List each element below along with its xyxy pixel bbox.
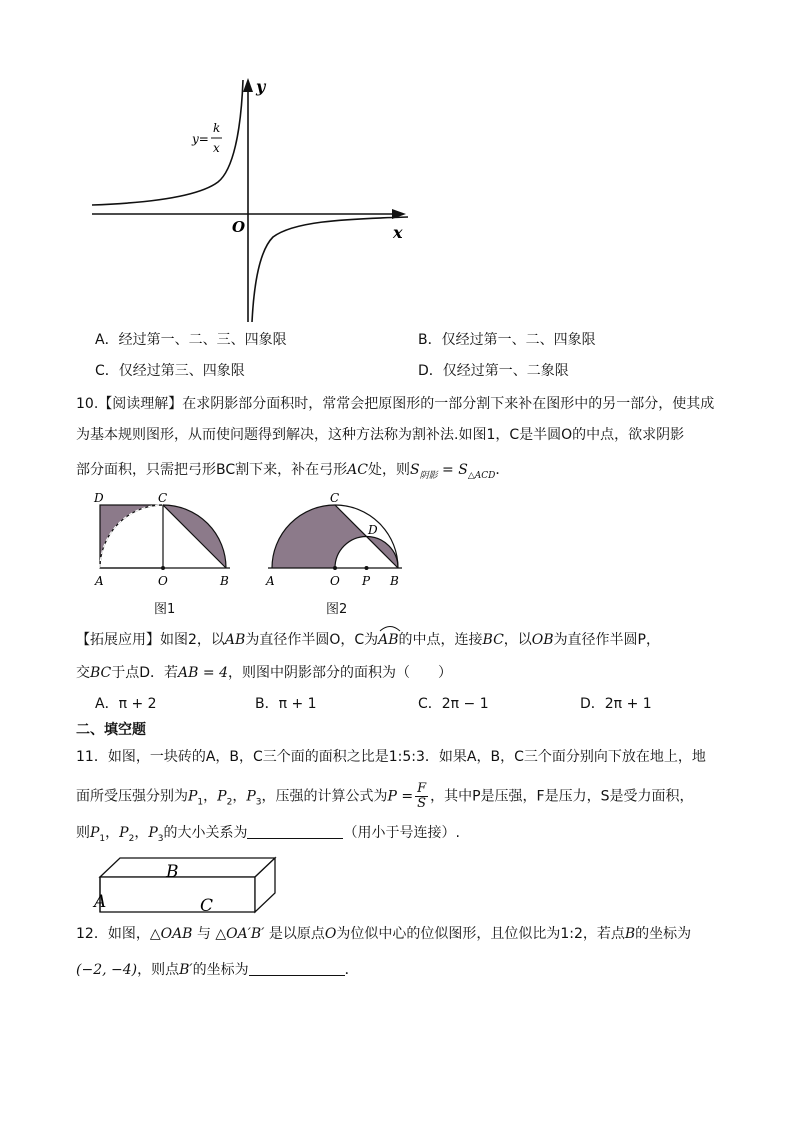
y-axis-label: y <box>256 77 266 96</box>
q10-ext2-bc: BC <box>90 665 112 681</box>
arc-symbol <box>378 624 402 632</box>
q9-option-d: D．仅经过第一、二象限 <box>418 363 569 379</box>
q10-line-2: 为基本规则图形，从而使问题得到解决，这种方法称为割补法.如图1，C是半圆O的中点，欲求阴影 <box>76 427 685 443</box>
fig1-label-d: D <box>94 491 104 505</box>
q11-p2: P <box>217 788 227 805</box>
q11-p1: P <box>188 788 198 805</box>
brick-figure <box>90 852 280 917</box>
q12-answer-blank[interactable] <box>249 961 345 976</box>
q11-p3-sub: 3 <box>255 797 262 808</box>
curve-label-den: x <box>213 141 220 155</box>
q11-formula-lhs: P = <box>387 788 414 805</box>
q10-ext1-ob: OB <box>531 632 554 648</box>
q12-line1-b: 与 <box>196 926 211 942</box>
hyperbola-graph <box>88 72 418 327</box>
q10-line-3 <box>76 460 509 486</box>
fig2-label-a: A <box>266 574 275 588</box>
fig1-label-b: B <box>220 574 229 588</box>
q9-option-c: C．仅经过第三、四象限 <box>95 363 245 379</box>
fig1-caption: 图1 <box>154 602 176 617</box>
fig1-label-a: A <box>95 574 104 588</box>
q10-ext1-arc <box>378 630 398 650</box>
brick-label-a: A <box>94 892 107 912</box>
q10-ext1-e: 为直径作半圆P， <box>553 632 661 648</box>
q11-line2-c: ，其中P是压强，F是压力，S是受力面积， <box>430 788 694 805</box>
q10-extension-line-1 <box>76 630 660 650</box>
q12-line-1 <box>76 924 691 944</box>
q11-fraction-den: S <box>417 796 427 811</box>
q11-line2-a: 面所受压强分别为 <box>76 788 188 805</box>
q11-p2-sub: 2 <box>226 797 233 808</box>
q10-ext1-b: 为直径作半圆O，C为 <box>245 632 379 648</box>
q10-ext1-c: 的中点，连接 <box>398 632 483 648</box>
q12-bprime: B′ <box>179 962 193 978</box>
q11-l3-p3-sub: 3 <box>157 833 164 844</box>
figure-2 <box>262 490 412 590</box>
fig2-label-p: P <box>362 574 371 588</box>
q10-line-1: 10.【阅读理解】在求阴影部分面积时，常常会把原图形的一部分割下来补在图形中的另一部分，使其成 <box>76 396 715 412</box>
q11-line3-b: 的大小关系为 <box>163 825 248 841</box>
q12-b: B <box>624 926 636 942</box>
fig2-label-b: B <box>390 574 399 588</box>
q10-option-b: B．π + 1 <box>255 696 317 712</box>
q10-option-a: A．π + 2 <box>95 696 157 712</box>
q11-l3-p1: P <box>90 825 100 841</box>
q11-l3-p3: P <box>148 825 158 841</box>
q10-ext1-bc: BC <box>482 632 504 648</box>
q10-extension-line-2 <box>76 663 452 683</box>
fig2-caption: 图2 <box>326 602 348 617</box>
q12-line2-a: ，则点 <box>137 962 180 978</box>
q12-line-2 <box>76 960 359 980</box>
q10-formula-eq: = S <box>437 462 468 478</box>
q11-l3-p2: P <box>119 825 129 841</box>
q10-ext1-ab: AB <box>224 632 246 648</box>
q12-line1-c: 是以原点 <box>268 926 325 942</box>
q10-formula-sub2: △ACD <box>467 470 496 481</box>
q11-line3-c: （用小于号连接）. <box>343 825 460 841</box>
q12-coord: (−2, −4) <box>76 962 138 978</box>
q9-option-a: A．经过第一、二、三、四象限 <box>95 332 287 348</box>
q10-line-3-mid: 处，则 <box>367 462 410 478</box>
q10-formula <box>409 462 496 481</box>
origin-label: O <box>232 218 246 236</box>
q12-tri2: △OA′B′ <box>215 926 265 942</box>
curve-label-num: k <box>213 121 221 135</box>
section-title: 二、填空题 <box>76 722 146 738</box>
q10-line-3-text: 部分面积，只需把弓形BC割下来，补在弓形 <box>76 462 348 478</box>
x-axis-label: x <box>393 223 403 242</box>
q11-line-1: 11．如图，一块砖的A，B，C三个面的面积之比是1:5:3．如果A，B，C三个面分别向下放在地上，地 <box>76 749 706 765</box>
fig1-label-o: O <box>158 574 168 588</box>
q10-ext1-d: ，以 <box>503 632 532 648</box>
q12-tri1: △OAB <box>149 926 193 942</box>
q11-l3-p1-sub: 1 <box>99 833 106 844</box>
q12-line2-b: 的坐标为 <box>192 962 249 978</box>
fig2-label-c: C <box>330 491 340 505</box>
q11-line2-b: ，压强的计算公式为 <box>261 788 388 805</box>
q12-line1-d: 为位似中心的位似图形，且位似比为1:2，若点 <box>336 926 625 942</box>
q10-option-c: C．2π − 1 <box>418 696 489 712</box>
q11-fraction <box>415 782 428 811</box>
q10-ext2-c: ，则图中阴影部分的面积为（ ） <box>227 665 452 681</box>
q10-ext2-a: 交 <box>76 665 90 681</box>
fig1-label-c: C <box>158 491 168 505</box>
q11-line-2: 面所受压强分别为$P_1$，$P_2$，$P_3$，压强的计算公式为P = $\frac{F}{S}$ ，其中P是压强，F是压力，S是受力面积， <box>76 781 694 811</box>
q10-ext1-a: 【拓展应用】如图2，以 <box>76 632 225 648</box>
q9-option-b: B．仅经过第一、二、四象限 <box>418 332 596 348</box>
figure-1 <box>90 490 240 590</box>
q10-formula-s: S <box>409 462 420 478</box>
brick-label-c: C <box>200 896 214 916</box>
q10-arc-ac: AC <box>347 462 368 478</box>
q12-o: O <box>324 926 337 942</box>
q11-p1-sub: 1 <box>197 797 204 808</box>
fig2-label-o: O <box>330 574 340 588</box>
q12-line1-e: 的坐标为 <box>635 926 692 942</box>
q11-line3-a: 则 <box>76 825 90 841</box>
q10-formula-sub1: 阴影 <box>419 470 438 481</box>
brick-label-b: B <box>166 862 179 882</box>
q10-option-d: D．2π + 1 <box>580 696 652 712</box>
q11-fraction-num: F <box>417 781 427 796</box>
q10-ext2-b: 于点D．若 <box>111 665 179 681</box>
q10-ext1-arc-text: AB <box>378 632 399 648</box>
q11-p3: P <box>246 788 256 805</box>
q12-line1-a: 12．如图， <box>76 926 150 942</box>
curve-label-prefix: y= <box>192 132 209 146</box>
q11-answer-blank[interactable] <box>247 824 343 839</box>
q11-line-3: 则$P_1$，$P_2$，$P_3$的大小关系为 （用小于号连接）. <box>76 825 460 844</box>
q11-l3-p2-sub: 2 <box>128 833 135 844</box>
fig2-label-d: D <box>368 523 378 537</box>
q12-line2-c: ． <box>344 962 359 978</box>
q10-ext2-eq: AB = 4 <box>178 665 228 681</box>
q10-line-3-end: ． <box>495 462 510 478</box>
